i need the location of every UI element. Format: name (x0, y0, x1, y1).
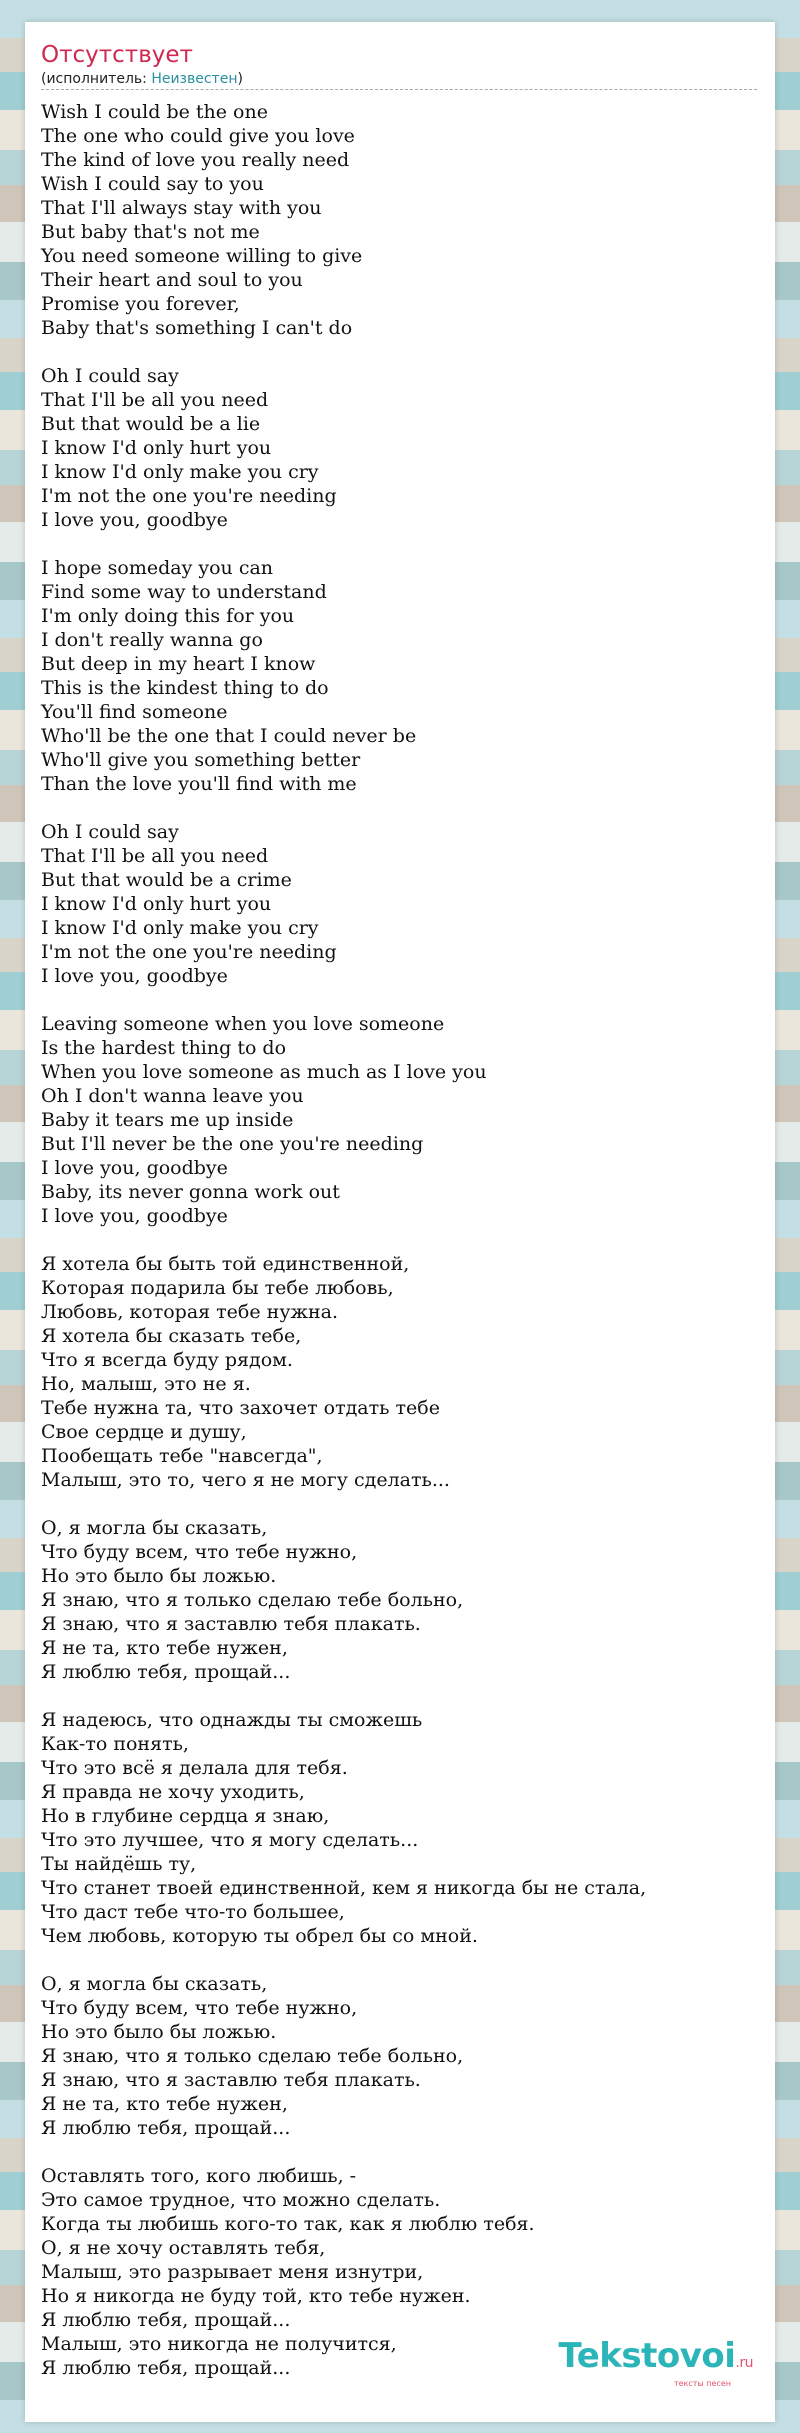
lyric-line: Я знаю, что я заставлю тебя плакать. (41, 1613, 421, 1635)
lyric-line: Я люблю тебя, прощай... (41, 2117, 291, 2139)
lyric-line: Find some way to understand (41, 581, 327, 603)
title-divider (41, 89, 757, 90)
lyric-line: Я не та, кто тебе нужен, (41, 2093, 288, 2115)
lyric-line: I love you, goodbye (41, 509, 228, 531)
artist-line (41, 70, 243, 88)
lyric-line: This is the kindest thing to do (41, 677, 329, 699)
lyric-line: Я люблю тебя, прощай... (41, 2309, 291, 2331)
lyric-line: Это самое трудное, что можно сделать. (41, 2189, 441, 2211)
lyric-line: Чем любовь, которую ты обрел бы со мной. (41, 1925, 478, 1947)
lyric-line: Oh I could say (41, 821, 179, 843)
lyric-line: Что станет твоей единственной, кем я никогда бы не стала, (41, 1877, 647, 1899)
lyric-line: Оставлять того, кого любишь, - (41, 2165, 357, 2187)
lyric-line: Я хотела бы сказать тебе, (41, 1325, 302, 1347)
lyric-line: Тебе нужна та, что захочет отдать тебе (41, 1397, 440, 1419)
lyric-line: I know I'd only hurt you (41, 893, 272, 915)
lyrics-stanza (41, 1972, 761, 2140)
lyric-line: But baby that's not me (41, 221, 260, 243)
logo-wordmark (559, 2338, 753, 2381)
lyric-line: Ты найдёшь ту, (41, 1853, 197, 1875)
lyric-line: You'll find someone (41, 701, 228, 723)
artist-suffix: ) (237, 71, 243, 87)
lyric-line: Но, малыш, это не я. (41, 1373, 251, 1395)
lyric-line: Малыш, это никогда не получится, (41, 2333, 397, 2355)
lyrics-stanza (41, 1708, 761, 1948)
lyric-line: Who'll be the one that I could never be (41, 725, 417, 747)
lyrics-stanza (41, 556, 761, 796)
lyric-line: Leaving someone when you love someone (41, 1013, 445, 1035)
lyric-line: Я хотела бы быть той единственной, (41, 1253, 410, 1275)
song-title: Отсутствует (41, 42, 193, 68)
lyric-line: Что это всё я делала для тебя. (41, 1757, 348, 1779)
lyric-line: Я правда не хочу уходить, (41, 1781, 305, 1803)
lyric-line: Что буду всем, что тебе нужно, (41, 1541, 358, 1563)
lyric-line: The kind of love you really need (41, 149, 350, 171)
lyric-line: Как-то понять, (41, 1733, 189, 1755)
logo-main: Tekstovoi (558, 2336, 736, 2376)
lyric-line: Their heart and soul to you (41, 269, 303, 291)
lyrics-stanza (41, 364, 761, 532)
lyric-line: О, я не хочу оставлять тебя, (41, 2237, 326, 2259)
lyric-line: Baby that's something I can't do (41, 317, 353, 339)
lyric-line: That I'll be all you need (41, 845, 269, 867)
lyric-line: Baby it tears me up inside (41, 1109, 294, 1131)
lyric-line: Но я никогда не буду той, кто тебе нужен. (41, 2285, 471, 2307)
lyric-line: Я люблю тебя, прощай... (41, 1661, 291, 1683)
artist-prefix: (исполнитель: (41, 71, 152, 87)
lyrics-text (41, 100, 761, 2404)
lyric-line: But that would be a crime (41, 869, 292, 891)
lyric-line: But I'll never be the one you're needing (41, 1133, 424, 1155)
lyric-line: I love you, goodbye (41, 1157, 228, 1179)
lyrics-panel (25, 22, 775, 2422)
lyric-line: Я надеюсь, что однажды ты сможешь (41, 1709, 423, 1731)
lyric-line: Но в глубине сердца я знаю, (41, 1805, 330, 1827)
lyric-line: Я знаю, что я только сделаю тебе больно, (41, 1589, 464, 1611)
lyric-line: Но это было бы ложью. (41, 2021, 277, 2043)
lyrics-stanza (41, 100, 761, 340)
lyric-line: Baby, its never gonna work out (41, 1181, 340, 1203)
lyric-line: I know I'd only make you cry (41, 461, 319, 483)
lyric-line: Wish I could be the one (41, 101, 268, 123)
lyric-line: I hope someday you can (41, 557, 274, 579)
lyric-line: But that would be a lie (41, 413, 261, 435)
lyric-line: That I'll always stay with you (41, 197, 322, 219)
lyric-line: I love you, goodbye (41, 965, 228, 987)
lyric-line: Я люблю тебя, прощай... (41, 2357, 291, 2379)
logo-tagline: тексты песен (673, 2379, 731, 2388)
lyric-line: Я не та, кто тебе нужен, (41, 1637, 288, 1659)
lyric-line: Oh I don't wanna leave you (41, 1085, 304, 1107)
lyric-line: Которая подарила бы тебе любовь, (41, 1277, 394, 1299)
lyric-line: Малыш, это разрывает меня изнутри, (41, 2261, 424, 2283)
lyric-line: Is the hardest thing to do (41, 1037, 287, 1059)
lyric-line: Что это лучшее, что я могу сделать... (41, 1829, 419, 1851)
lyric-line: But deep in my heart I know (41, 653, 316, 675)
lyric-line: I'm not the one you're needing (41, 941, 337, 963)
site-logo[interactable] (559, 2338, 753, 2388)
lyric-line: Что буду всем, что тебе нужно, (41, 1997, 358, 2019)
lyric-line: I know I'd only make you cry (41, 917, 319, 939)
lyric-line: Когда ты любишь кого-то так, как я люблю тебя. (41, 2213, 535, 2235)
lyric-line: I know I'd only hurt you (41, 437, 272, 459)
lyric-line: Пообещать тебе "навсегда", (41, 1445, 323, 1467)
lyric-line: I love you, goodbye (41, 1205, 228, 1227)
lyric-line: Но это было бы ложью. (41, 1565, 277, 1587)
artist-link[interactable]: Неизвестен (151, 71, 238, 87)
lyric-line: I'm not the one you're needing (41, 485, 337, 507)
lyric-line: Oh I could say (41, 365, 179, 387)
lyric-line: Wish I could say to you (41, 173, 264, 195)
lyric-line: I'm only doing this for you (41, 605, 295, 627)
lyrics-stanza (41, 820, 761, 988)
lyric-line: You need someone willing to give (41, 245, 363, 267)
lyric-line: I don't really wanna go (41, 629, 263, 651)
lyric-line: Promise you forever, (41, 293, 240, 315)
lyric-line: О, я могла бы сказать, (41, 1517, 268, 1539)
lyric-line: The one who could give you love (41, 125, 355, 147)
lyric-line: Малыш, это то, чего я не могу сделать... (41, 1469, 450, 1491)
lyric-line: Свое сердце и душу, (41, 1421, 247, 1443)
lyric-line: Who'll give you something better (41, 749, 361, 771)
lyric-line: Я знаю, что я только сделаю тебе больно, (41, 2045, 464, 2067)
lyrics-stanza (41, 1516, 761, 1684)
lyric-line: О, я могла бы сказать, (41, 1973, 268, 1995)
lyric-line: That I'll be all you need (41, 389, 269, 411)
lyrics-stanza (41, 1012, 761, 1228)
logo-tld: .ru (735, 2355, 753, 2371)
lyric-line: Что даст тебе что-то большее, (41, 1901, 345, 1923)
lyric-line: When you love someone as much as I love you (41, 1061, 487, 1083)
lyric-line: Я знаю, что я заставлю тебя плакать. (41, 2069, 421, 2091)
lyric-line: Than the love you'll find with me (41, 773, 357, 795)
lyric-line: Любовь, которая тебе нужна. (41, 1301, 339, 1323)
lyric-line: Что я всегда буду рядом. (41, 1349, 293, 1371)
lyrics-stanza (41, 1252, 761, 1492)
